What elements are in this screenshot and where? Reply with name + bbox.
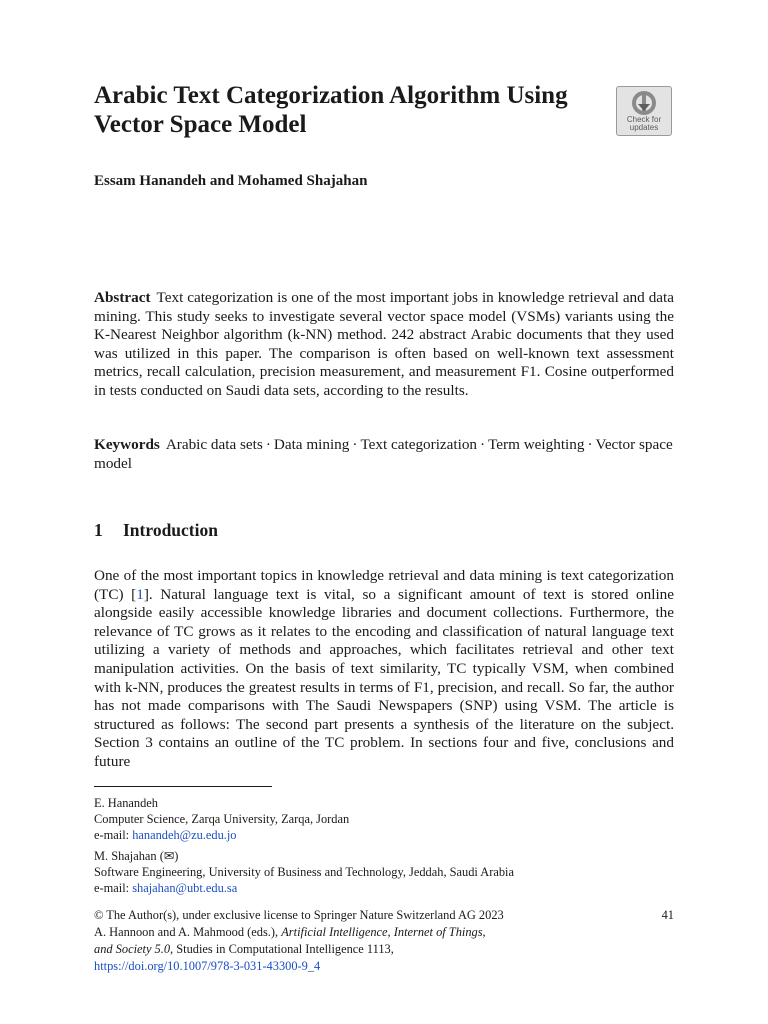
editors-line xyxy=(94,924,674,941)
intro-text-rest: ]. Natural language text is vital, so a significant amount of text is stored online alongside easily accessible knowledge libraries and document collections. Furthermore, the relevance of TC grows as it relates to the encoding and classification of natural language text utilizing a variety of methods and approaches, which facilitates retrieval and other text manipulation activities. On the basis of text similarity, TC typically VSM, when combined with k-NN, produces the greatest results in terms of F1, precision, and recall. So far, the author has not made comparisons with The Saudi Newspapers (SNP) using VSM. The article is structured as follows: The second part presents a synthesis of the literature on the subject. Section 3 contains an outline of the TC problem. In sections four and five, conclusions and future xyxy=(94,585,674,770)
keyword-item: Data mining xyxy=(273,436,350,453)
affiliation-email-line xyxy=(94,880,674,896)
copyright-notice: © The Author(s), under exclusive license to Springer Nature Switzerland AG 2023 xyxy=(94,908,504,922)
keyword-item: Arabic data sets xyxy=(165,436,263,453)
email-label: e-mail: xyxy=(94,828,130,842)
publication-footer xyxy=(94,907,674,975)
intro-text-start: One of the most important topics in knowledge retrieval and data mining is text categorization (TC) [ xyxy=(94,567,674,603)
author-list: Essam Hanandeh and Mohamed Shajahan xyxy=(94,173,368,189)
series-line xyxy=(94,941,674,958)
affiliation-department: Software Engineering, University of Business and Technology, Jeddah, Saudi Arabia xyxy=(94,865,514,879)
page-number: 41 xyxy=(661,908,674,922)
footnote-divider xyxy=(94,786,272,787)
email-link[interactable]: hanandeh@zu.edu.jo xyxy=(132,828,237,842)
affiliation-name: M. Shajahan (✉) xyxy=(94,849,179,863)
introduction-paragraph xyxy=(94,567,674,772)
keywords xyxy=(94,436,674,473)
keyword-item: Vector space model xyxy=(94,436,673,472)
affiliation-email-line xyxy=(94,827,674,843)
affiliation-block xyxy=(94,848,674,896)
keyword-separator: · xyxy=(265,436,271,453)
paper-title: Arabic Text Categorization Algorithm Using Vector Space Model xyxy=(94,82,568,138)
section-number: 1 xyxy=(94,520,103,540)
abstract xyxy=(94,289,674,401)
doi-line xyxy=(94,958,674,975)
check-for-updates-badge[interactable] xyxy=(616,86,672,136)
doi-link[interactable]: https://doi.org/10.1007/978-3-031-43300-9_4 xyxy=(94,959,321,973)
keyword-item: Text categorization xyxy=(360,436,478,453)
check-for-updates-icon xyxy=(631,90,657,116)
affiliation-name: E. Hanandeh xyxy=(94,796,158,810)
book-title: Artificial Intelligence, Internet of Things, xyxy=(281,925,486,939)
affiliation-block xyxy=(94,795,674,843)
keyword-separator: · xyxy=(587,436,593,453)
abstract-label: Abstract xyxy=(94,289,151,306)
email-label: e-mail: xyxy=(94,881,130,895)
keywords-label: Keywords xyxy=(94,436,160,453)
series-info: , Studies in Computational Intelligence 1113, xyxy=(170,942,394,956)
editors: A. Hannoon and A. Mahmood (eds.), xyxy=(94,925,279,939)
affiliation-department: Computer Science, Zarqa University, Zarqa, Jordan xyxy=(94,812,350,826)
keyword-item: Term weighting xyxy=(488,436,585,453)
email-link[interactable]: shajahan@ubt.edu.sa xyxy=(132,881,238,895)
badge-label: Check for updates xyxy=(626,115,662,132)
keyword-separator: · xyxy=(480,436,486,453)
abstract-text: Text categorization is one of the most important jobs in knowledge retrieval and data mining. This study seeks to investigate several vector space model (VSMs) variants using the K-Nearest Neighbor algorithm (k-NN) method. 242 abstract Arabic documents that they used was utilized in this paper. The comparison is often based on well-known text assessment metrics, recall calculation, precision measurement, and measurement F1. Cosine outperformed in tests conducted on Saudi data sets, according to the results. xyxy=(94,289,674,399)
section-heading xyxy=(94,520,218,541)
section-title: Introduction xyxy=(123,520,218,540)
keyword-separator: · xyxy=(352,436,358,453)
paper-page xyxy=(94,0,674,1024)
book-title-cont: and Society 5.0 xyxy=(94,942,171,956)
citation-link[interactable]: 1 xyxy=(136,585,144,603)
